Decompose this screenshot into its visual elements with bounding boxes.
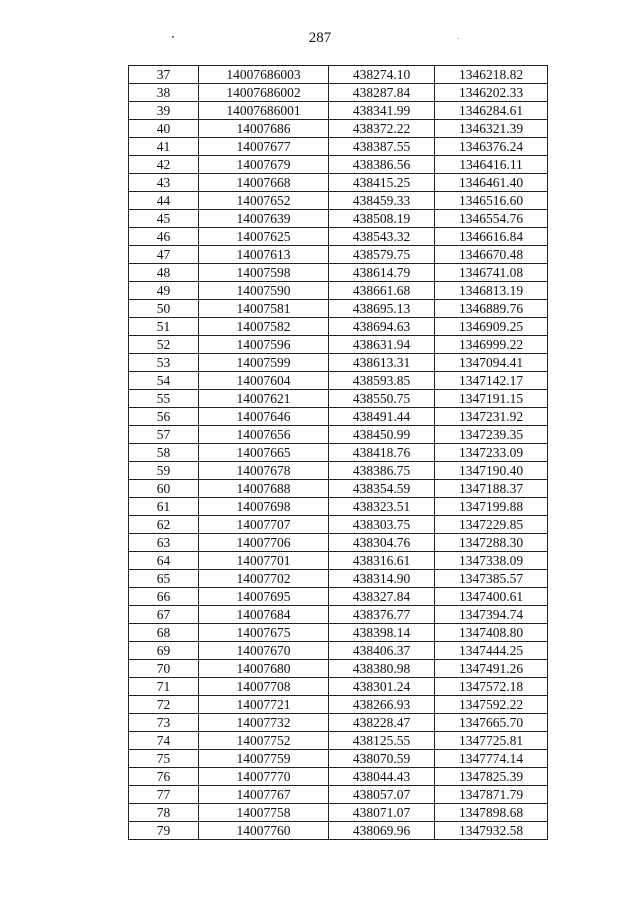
point-id-cell: 14007686 [199, 120, 329, 138]
row-number-cell: 49 [129, 282, 199, 300]
table-row [129, 714, 548, 732]
x-coordinate-cell: 438418.76 [329, 444, 435, 462]
x-coordinate-cell: 438380.98 [329, 660, 435, 678]
x-coordinate-cell: 438695.13 [329, 300, 435, 318]
table-row [129, 228, 548, 246]
point-id-cell: 14007670 [199, 642, 329, 660]
table-row [129, 336, 548, 354]
table-row [129, 732, 548, 750]
x-coordinate-cell: 438631.94 [329, 336, 435, 354]
table-row [129, 462, 548, 480]
y-coordinate-cell: 1347229.85 [435, 516, 548, 534]
y-coordinate-cell: 1347592.22 [435, 696, 548, 714]
row-number-cell: 77 [129, 786, 199, 804]
row-number-cell: 78 [129, 804, 199, 822]
y-coordinate-cell: 1347408.80 [435, 624, 548, 642]
point-id-cell: 14007678 [199, 462, 329, 480]
table-row [129, 210, 548, 228]
table-row [129, 750, 548, 768]
row-number-cell: 47 [129, 246, 199, 264]
row-number-cell: 68 [129, 624, 199, 642]
x-coordinate-cell: 438057.07 [329, 786, 435, 804]
x-coordinate-cell: 438228.47 [329, 714, 435, 732]
point-id-cell: 14007656 [199, 426, 329, 444]
table-row [129, 372, 548, 390]
point-id-cell: 14007675 [199, 624, 329, 642]
x-coordinate-cell: 438069.96 [329, 822, 435, 840]
row-number-cell: 42 [129, 156, 199, 174]
x-coordinate-cell: 438341.99 [329, 102, 435, 120]
row-number-cell: 56 [129, 408, 199, 426]
row-number-cell: 58 [129, 444, 199, 462]
y-coordinate-cell: 1346741.08 [435, 264, 548, 282]
y-coordinate-cell: 1347199.88 [435, 498, 548, 516]
row-number-cell: 79 [129, 822, 199, 840]
x-coordinate-cell: 438694.63 [329, 318, 435, 336]
point-id-cell: 14007708 [199, 678, 329, 696]
row-number-cell: 54 [129, 372, 199, 390]
row-number-cell: 61 [129, 498, 199, 516]
row-number-cell: 52 [129, 336, 199, 354]
y-coordinate-cell: 1347871.79 [435, 786, 548, 804]
y-coordinate-cell: 1347774.14 [435, 750, 548, 768]
y-coordinate-cell: 1346376.24 [435, 138, 548, 156]
y-coordinate-cell: 1346284.61 [435, 102, 548, 120]
table-row [129, 84, 548, 102]
table-row [129, 606, 548, 624]
table-row [129, 498, 548, 516]
table-row [129, 138, 548, 156]
row-number-cell: 74 [129, 732, 199, 750]
y-coordinate-cell: 1346554.76 [435, 210, 548, 228]
x-coordinate-cell: 438614.79 [329, 264, 435, 282]
x-coordinate-cell: 438376.77 [329, 606, 435, 624]
point-id-cell: 14007702 [199, 570, 329, 588]
point-id-cell: 14007604 [199, 372, 329, 390]
row-number-cell: 63 [129, 534, 199, 552]
point-id-cell: 14007752 [199, 732, 329, 750]
point-id-cell: 14007680 [199, 660, 329, 678]
x-coordinate-cell: 438593.85 [329, 372, 435, 390]
x-coordinate-cell: 438304.76 [329, 534, 435, 552]
table-row [129, 156, 548, 174]
y-coordinate-cell: 1346999.22 [435, 336, 548, 354]
y-coordinate-cell: 1347190.40 [435, 462, 548, 480]
y-coordinate-cell: 1346461.40 [435, 174, 548, 192]
point-id-cell: 14007698 [199, 498, 329, 516]
row-number-cell: 76 [129, 768, 199, 786]
y-coordinate-cell: 1347188.37 [435, 480, 548, 498]
page-number: 287 [308, 30, 332, 46]
table-row [129, 678, 548, 696]
x-coordinate-cell: 438613.31 [329, 354, 435, 372]
table-row [129, 246, 548, 264]
table-row [129, 822, 548, 840]
y-coordinate-cell: 1346813.19 [435, 282, 548, 300]
y-coordinate-cell: 1347239.35 [435, 426, 548, 444]
point-id-cell: 14007701 [199, 552, 329, 570]
x-coordinate-cell: 438386.75 [329, 462, 435, 480]
y-coordinate-cell: 1347725.81 [435, 732, 548, 750]
x-coordinate-cell: 438266.93 [329, 696, 435, 714]
y-coordinate-cell: 1346889.76 [435, 300, 548, 318]
row-number-cell: 38 [129, 84, 199, 102]
point-id-cell: 14007581 [199, 300, 329, 318]
row-number-cell: 72 [129, 696, 199, 714]
point-id-cell: 14007625 [199, 228, 329, 246]
table-row [129, 408, 548, 426]
table-row [129, 660, 548, 678]
row-number-cell: 69 [129, 642, 199, 660]
x-coordinate-cell: 438125.55 [329, 732, 435, 750]
point-id-cell: 14007684 [199, 606, 329, 624]
table-row [129, 552, 548, 570]
x-coordinate-cell: 438274.10 [329, 66, 435, 84]
row-number-cell: 75 [129, 750, 199, 768]
scan-speck [172, 36, 174, 38]
table-row [129, 570, 548, 588]
x-coordinate-cell: 438314.90 [329, 570, 435, 588]
row-number-cell: 67 [129, 606, 199, 624]
y-coordinate-cell: 1346670.48 [435, 246, 548, 264]
table-body [129, 66, 548, 840]
y-coordinate-cell: 1347231.92 [435, 408, 548, 426]
table-row [129, 804, 548, 822]
x-coordinate-cell: 438579.75 [329, 246, 435, 264]
table-row [129, 624, 548, 642]
row-number-cell: 39 [129, 102, 199, 120]
table-row [129, 786, 548, 804]
point-id-cell: 14007613 [199, 246, 329, 264]
x-coordinate-cell: 438327.84 [329, 588, 435, 606]
table-row [129, 390, 548, 408]
x-coordinate-cell: 438406.37 [329, 642, 435, 660]
x-coordinate-cell: 438071.07 [329, 804, 435, 822]
table-row [129, 102, 548, 120]
x-coordinate-cell: 438491.44 [329, 408, 435, 426]
y-coordinate-cell: 1347491.26 [435, 660, 548, 678]
point-id-cell: 14007668 [199, 174, 329, 192]
table-row [129, 120, 548, 138]
point-id-cell: 14007679 [199, 156, 329, 174]
row-number-cell: 71 [129, 678, 199, 696]
point-id-cell: 14007621 [199, 390, 329, 408]
y-coordinate-cell: 1346321.39 [435, 120, 548, 138]
x-coordinate-cell: 438323.51 [329, 498, 435, 516]
row-number-cell: 53 [129, 354, 199, 372]
row-number-cell: 44 [129, 192, 199, 210]
row-number-cell: 55 [129, 390, 199, 408]
y-coordinate-cell: 1347338.09 [435, 552, 548, 570]
point-id-cell: 14007646 [199, 408, 329, 426]
point-id-cell: 14007652 [199, 192, 329, 210]
x-coordinate-cell: 438287.84 [329, 84, 435, 102]
y-coordinate-cell: 1347191.15 [435, 390, 548, 408]
row-number-cell: 66 [129, 588, 199, 606]
row-number-cell: 57 [129, 426, 199, 444]
table-row [129, 318, 548, 336]
y-coordinate-cell: 1347572.18 [435, 678, 548, 696]
y-coordinate-cell: 1347400.61 [435, 588, 548, 606]
x-coordinate-cell: 438316.61 [329, 552, 435, 570]
row-number-cell: 51 [129, 318, 199, 336]
row-number-cell: 60 [129, 480, 199, 498]
table-row [129, 480, 548, 498]
row-number-cell: 46 [129, 228, 199, 246]
table-row [129, 282, 548, 300]
point-id-cell: 14007770 [199, 768, 329, 786]
table-row [129, 426, 548, 444]
x-coordinate-cell: 438459.33 [329, 192, 435, 210]
row-number-cell: 64 [129, 552, 199, 570]
point-id-cell: 14007686003 [199, 66, 329, 84]
x-coordinate-cell: 438398.14 [329, 624, 435, 642]
row-number-cell: 70 [129, 660, 199, 678]
x-coordinate-cell: 438044.43 [329, 768, 435, 786]
table-row [129, 66, 548, 84]
point-id-cell: 14007639 [199, 210, 329, 228]
y-coordinate-cell: 1347444.25 [435, 642, 548, 660]
y-coordinate-cell: 1347233.09 [435, 444, 548, 462]
table-row [129, 264, 548, 282]
table-row [129, 516, 548, 534]
point-id-cell: 14007721 [199, 696, 329, 714]
point-id-cell: 14007599 [199, 354, 329, 372]
scan-speck [458, 38, 459, 39]
point-id-cell: 14007732 [199, 714, 329, 732]
table-row [129, 588, 548, 606]
table-row [129, 696, 548, 714]
row-number-cell: 41 [129, 138, 199, 156]
point-id-cell: 14007707 [199, 516, 329, 534]
row-number-cell: 40 [129, 120, 199, 138]
y-coordinate-cell: 1346218.82 [435, 66, 548, 84]
table-row [129, 534, 548, 552]
row-number-cell: 50 [129, 300, 199, 318]
point-id-cell: 14007688 [199, 480, 329, 498]
point-id-cell: 14007598 [199, 264, 329, 282]
point-id-cell: 14007695 [199, 588, 329, 606]
y-coordinate-cell: 1347385.57 [435, 570, 548, 588]
x-coordinate-cell: 438354.59 [329, 480, 435, 498]
table-row [129, 192, 548, 210]
point-id-cell: 14007760 [199, 822, 329, 840]
y-coordinate-cell: 1347825.39 [435, 768, 548, 786]
point-id-cell: 14007758 [199, 804, 329, 822]
point-id-cell: 14007582 [199, 318, 329, 336]
row-number-cell: 37 [129, 66, 199, 84]
x-coordinate-cell: 438386.56 [329, 156, 435, 174]
y-coordinate-cell: 1347288.30 [435, 534, 548, 552]
y-coordinate-cell: 1347898.68 [435, 804, 548, 822]
x-coordinate-cell: 438508.19 [329, 210, 435, 228]
y-coordinate-cell: 1346416.11 [435, 156, 548, 174]
y-coordinate-cell: 1347665.70 [435, 714, 548, 732]
x-coordinate-cell: 438415.25 [329, 174, 435, 192]
row-number-cell: 45 [129, 210, 199, 228]
row-number-cell: 73 [129, 714, 199, 732]
row-number-cell: 48 [129, 264, 199, 282]
point-id-cell: 14007767 [199, 786, 329, 804]
y-coordinate-cell: 1346516.60 [435, 192, 548, 210]
x-coordinate-cell: 438372.22 [329, 120, 435, 138]
row-number-cell: 62 [129, 516, 199, 534]
point-id-cell: 14007665 [199, 444, 329, 462]
point-id-cell: 14007596 [199, 336, 329, 354]
coordinates-table [128, 65, 548, 840]
row-number-cell: 43 [129, 174, 199, 192]
y-coordinate-cell: 1346202.33 [435, 84, 548, 102]
x-coordinate-cell: 438550.75 [329, 390, 435, 408]
x-coordinate-cell: 438070.59 [329, 750, 435, 768]
x-coordinate-cell: 438450.99 [329, 426, 435, 444]
x-coordinate-cell: 438661.68 [329, 282, 435, 300]
row-number-cell: 65 [129, 570, 199, 588]
point-id-cell: 14007590 [199, 282, 329, 300]
table-row [129, 768, 548, 786]
table-row [129, 174, 548, 192]
x-coordinate-cell: 438387.55 [329, 138, 435, 156]
row-number-cell: 59 [129, 462, 199, 480]
x-coordinate-cell: 438543.32 [329, 228, 435, 246]
y-coordinate-cell: 1347094.41 [435, 354, 548, 372]
table-row [129, 354, 548, 372]
y-coordinate-cell: 1346909.25 [435, 318, 548, 336]
y-coordinate-cell: 1346616.84 [435, 228, 548, 246]
y-coordinate-cell: 1347142.17 [435, 372, 548, 390]
x-coordinate-cell: 438301.24 [329, 678, 435, 696]
point-id-cell: 14007759 [199, 750, 329, 768]
point-id-cell: 14007686001 [199, 102, 329, 120]
point-id-cell: 14007686002 [199, 84, 329, 102]
x-coordinate-cell: 438303.75 [329, 516, 435, 534]
y-coordinate-cell: 1347394.74 [435, 606, 548, 624]
y-coordinate-cell: 1347932.58 [435, 822, 548, 840]
table-row [129, 642, 548, 660]
point-id-cell: 14007677 [199, 138, 329, 156]
table-row [129, 300, 548, 318]
point-id-cell: 14007706 [199, 534, 329, 552]
table-row [129, 444, 548, 462]
